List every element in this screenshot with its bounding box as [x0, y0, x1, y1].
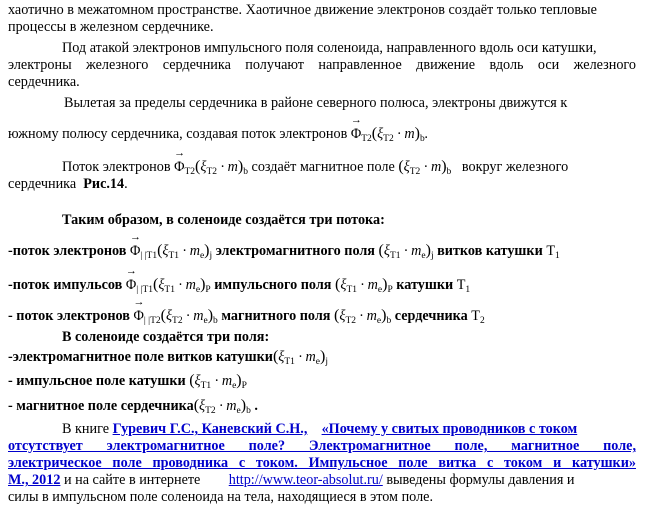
section-heading: Таким образом, в соленоиде создаётся три потока: — [62, 212, 385, 228]
text-line: Поток электронов → $\Phi_{Т2}(\xi_{Т2} \cdot m)_b$ создаёт магнитное поле $(\xi_{Т2} \cdot m)_b$ вокруг железного — [62, 147, 569, 177]
figure-ref: Рис.14 — [83, 176, 125, 192]
field-formula: $(\xi_{Т2} \cdot m)_b$ — [398, 158, 452, 177]
flux-item-1: -поток электронов → $\Phi_{| |Т1}(\xi_{Т1} \cdot m_e)_j$ электромагнитного поля $(\xi_{Т1} \cdot m_e)_j$ витков катушки $Т_1$ — [8, 231, 560, 261]
ref-title-link[interactable]: отсутствует электромагнитное поле? Электромагнитное поле, магнитное поле, — [8, 438, 636, 454]
text-line: процессы в железном сердечнике. — [8, 19, 214, 35]
text-line: М., 2012 и на сайте в интернете http://www.teor-absolut.ru/ выведены формулы давления и — [8, 472, 575, 488]
ref-title-link[interactable]: электрическое поле проводника с током. Импульсное поле витка с током и катушки» — [8, 455, 636, 471]
text-line: В книге Гуревич Г.С., Каневский С.Н., «Почему у свитых проводников с током — [62, 421, 578, 437]
section-heading: В соленоиде создаётся три поля: — [62, 329, 270, 345]
field-item-1: -электромагнитное поле витков $катушки(\xi_{Т1} \cdot m_e)_j$ — [8, 348, 328, 367]
text-line: электроны железного сердечника получают направленное движение вдоль оси железного — [8, 57, 636, 73]
text-line — [8, 438, 636, 455]
text-line: хаотично в межатомном пространстве. Хаотичное движение электронов создаёт только тепловые — [8, 2, 597, 18]
text-line — [8, 114, 429, 148]
text-line: Под атакой электронов импульсного поля соленоида, направленного вдоль оси катушки, — [62, 40, 597, 56]
website-link[interactable]: http://www.teor-absolut.ru/ — [228, 472, 383, 488]
ref-authors-link[interactable]: Гуревич Г.С., Каневский С.Н., — [112, 421, 308, 437]
ref-title-link[interactable]: «Почему у свитых проводников с током — [321, 421, 578, 437]
flux-formula: → $\Phi_{Т2}(\xi_{Т2} \cdot m)_b$. — [350, 114, 429, 144]
field-item-3: - магнитное поле $сердечника(\xi_{Т2} \cdot m_e)_b$ . — [8, 397, 258, 416]
phi-symbol: → Φ — [350, 114, 362, 142]
flux-formula: → $\Phi_{Т2}(\xi_{Т2} \cdot m)_b$ — [174, 147, 248, 177]
text-fragment: южному полюсу сердечника, создавая поток электронов — [8, 126, 348, 142]
flux-item-2: -поток импульсов → $\Phi_{| |Т1}(\xi_{Т1} \cdot m_e)_P$ импульсного поля $(\xi_{Т1} \cdot m_e)_P$ катушки $Т_1$ — [8, 265, 471, 295]
text-line — [8, 455, 636, 472]
field-item-2: - импульсное поле катушки $(\xi_{Т1} \cdot m_e)_P$ — [8, 372, 247, 391]
text-line: силы в импульсном поле соленоида на тела, находящиеся в этом поле. — [8, 489, 433, 505]
text-line: сердечника Рис.14. — [8, 176, 128, 192]
flux-item-3: - поток электронов → $\Phi_{| |Т2}(\xi_{Т2} \cdot m_e)_b$ магнитного поля $(\xi_{Т2} \cdot m_e)_b$ сердечника $Т_2$ — [8, 296, 485, 326]
ref-year-link[interactable]: М., 2012 — [8, 472, 61, 488]
text-line: Вылетая за пределы сердечника в районе северного полюса, электроны движутся к — [64, 95, 568, 111]
text-line: сердечника. — [8, 74, 80, 90]
